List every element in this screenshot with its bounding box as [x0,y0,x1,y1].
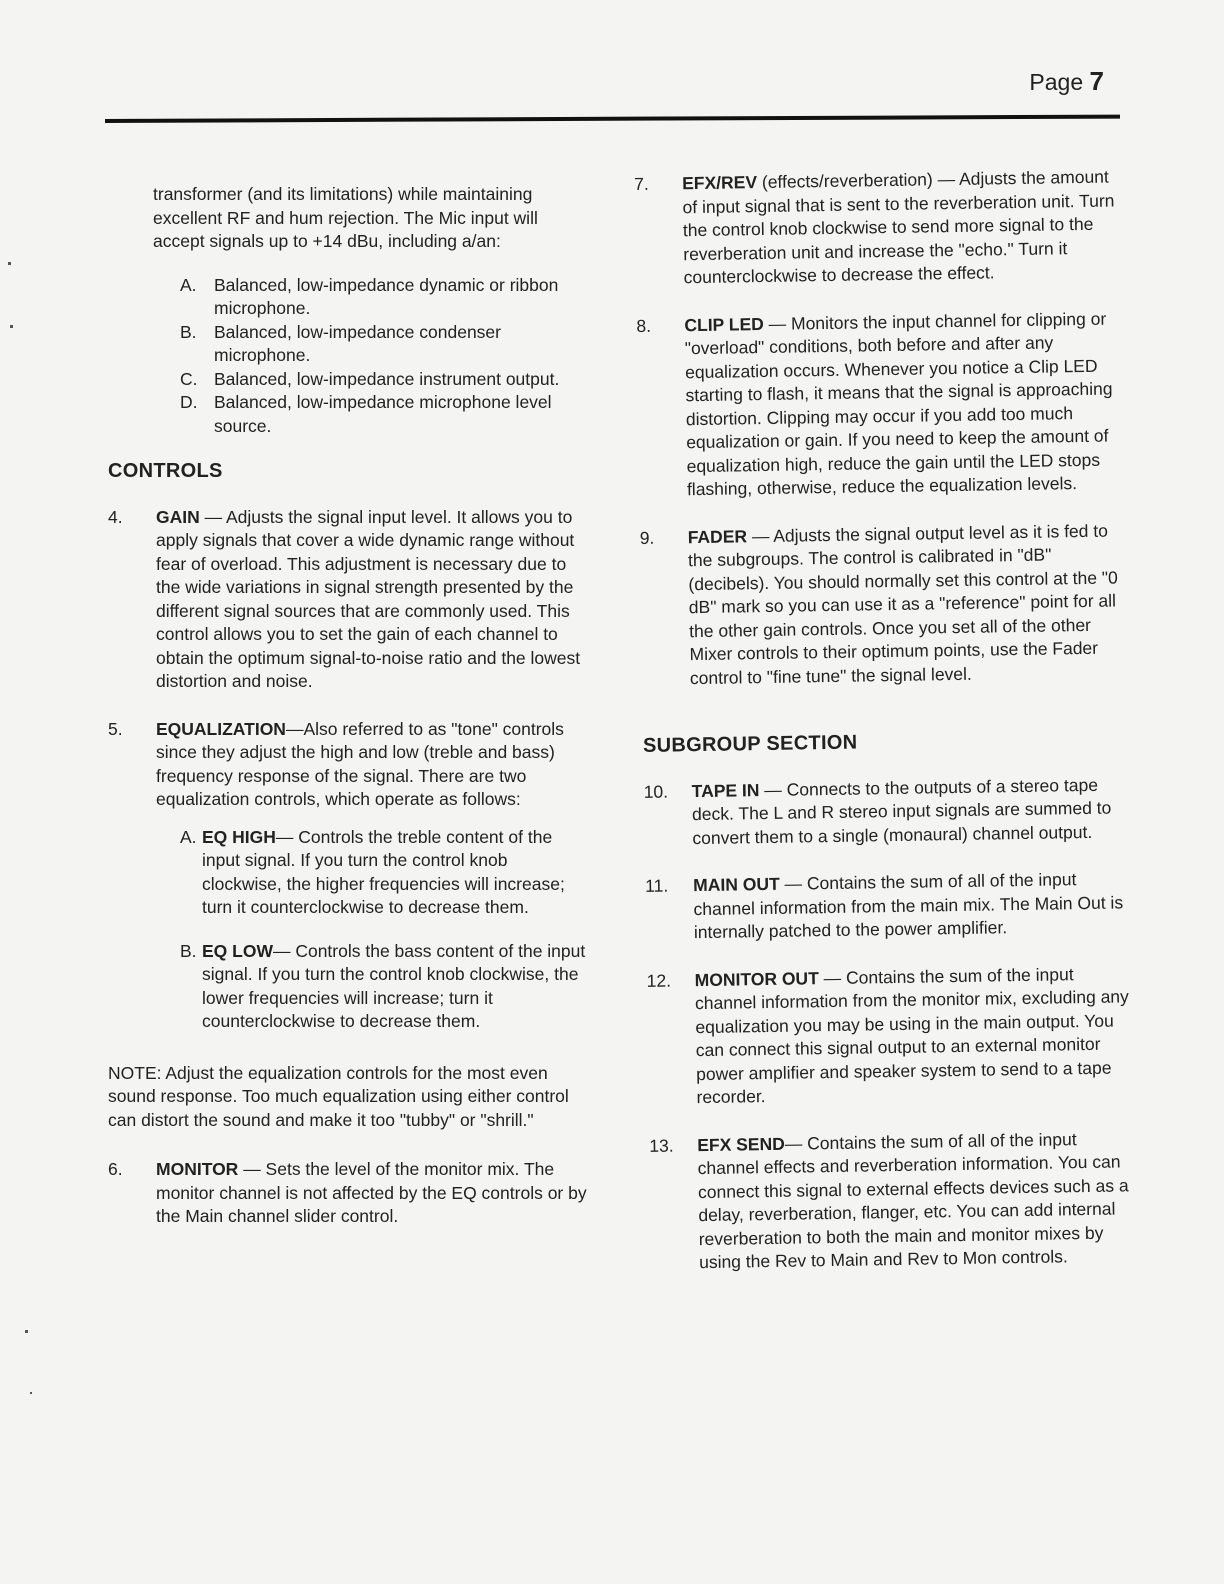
item-body [684,307,1129,502]
item-body [692,773,1135,850]
item-term: EQ HIGH [202,826,276,847]
item-term: MAIN OUT [693,873,780,896]
item-body [156,1158,592,1229]
scan-speck [10,325,13,328]
item-text: —Also referred to as "tone" controls since they adjust the high and low (treble and bass) frequency response of the signal. There are two equalization controls, which operate as follows: [156,718,564,809]
right-column [634,165,1142,1299]
item-body [697,1127,1141,1275]
item-body [693,867,1136,944]
list-letter: D. [180,392,198,412]
item-number: 12. [646,970,672,991]
item-text: — Sets the level of the monitor mix. The monitor channel is not affected by the EQ controls or by the Main channel slider control. [156,1159,587,1226]
page-number: 7 [1089,66,1104,96]
list-text [202,826,592,920]
item-term: EFX SEND [697,1133,785,1155]
page-label: Page [1029,69,1084,95]
input-source-list [180,274,592,439]
scan-speck [8,262,11,265]
controls-heading: CONTROLS [108,460,223,482]
item-main-out [645,867,1136,945]
eq-low-subitem [180,940,592,1034]
item-text: — Contains the sum of the input channel information from the monitor mix, excluding any equalization you may be using in the main output. You can connect this signal output to an external monitor power amplifier and speaker system to send to a tape recorder. [694,963,1129,1108]
item-number: 8. [636,315,652,336]
page-header [1029,66,1104,97]
item-body [688,519,1133,690]
note-paragraph: NOTE: Adjust the equalization controls for the most even sound response. Too much equalization using either control can distort the sound and make it too "tubby" or "shrill." [108,1062,569,1130]
item-number: 10. [643,781,669,802]
item-text: — Adjusts the signal output level as it is fed to the subgroups. The control is calibrated in "dB" (decibels). You should normally set this control at the "0 dB" mark so you can use it as a "reference" point for all the other gain controls. Once you set all of the other Mixer controls to their optimum points, use the Fader control to "fine tune" the signal level. [687,520,1118,688]
item-monitor-out [647,962,1139,1111]
item-term: CLIP LED [684,313,764,335]
item-term: MONITOR [156,1159,239,1179]
item-term: EQ LOW [202,940,273,961]
list-item [180,368,592,392]
item-efx-rev [634,165,1126,290]
item-text: (effects/reverberation) — Adjusts the amount of input signal that is sent to the reverberation unit. Turn the control knob clockwise to send more signal to the reverberation unit and increase the "echo." Turn it counterclockwise to decrease the effect. [682,166,1115,288]
item-number: 5. [108,718,123,739]
list-letter: A. [180,274,197,295]
item-number: 9. [639,527,655,548]
header-rule [105,115,1120,123]
item-term: GAIN [156,506,200,527]
list-text: Balanced, low-impedance dynamic or ribbon microphone. [214,274,559,318]
eq-high-subitem [180,826,592,920]
item-body [156,718,592,1054]
list-item [180,274,592,321]
item-efx-send [649,1127,1141,1276]
list-letter: B. [180,321,197,342]
item-body [695,962,1139,1110]
list-text: Balanced, low-impedance condenser microphone. [214,321,501,365]
item-term: FADER [687,525,748,547]
item-number: 11. [645,875,669,896]
item-text: — Controls the treble content of the input signal. If you turn the control knob clockwise, the higher frequencies will increase; turn it counterclockwise to decrease them. [202,826,565,917]
intro-paragraph: transformer (and its limitations) while maintaining excellent RF and hum rejection. The Mic input will accept signals up to +14 dBu, including a/an: [153,184,538,251]
item-tape-in [644,773,1135,851]
item-term: MONITOR OUT [694,967,819,990]
item-text: — Adjusts the signal input level. It allows you to apply signals that cover a wide dynamic range without fear of overload. This adjustment is necessary due to the wide variations in signal strength presented by the different signal sources that are commonly used. This control allows you to set the gain of each channel to obtain the optimum signal-to-noise ratio and the lowest distortion and noise. [156,506,581,691]
item-term: EFX/REV [682,172,758,194]
list-letter: B. [180,940,197,961]
item-body [156,506,592,694]
item-equalization [108,718,592,1054]
item-number: 13. [649,1134,674,1156]
item-body [682,165,1126,289]
item-fader [640,519,1133,691]
list-item [180,391,592,438]
item-term: TAPE IN [691,779,760,801]
item-number: 6. [108,1159,123,1179]
scan-speck [30,1392,32,1394]
item-text: — Connects to the outputs of a stereo tape deck. The L and R stereo input signals are summed to convert them to a single (monaural) channel output. [691,774,1112,848]
item-gain [108,506,592,694]
item-number: 7. [634,173,649,194]
item-text: — Monitors the input channel for clipping or "overload" conditions, both before and after any equalization occurs. Whenever you notice a Clip LED starting to flash, it means that the signal is approaching distortion. Clipping may occur if you add too much equalization or gain. If you need to keep the amount of equalization high, reduce the gain until the LED stops flashing, otherwise, reduce the equalization levels. [684,308,1113,500]
subgroup-heading: SUBGROUP SECTION [642,731,858,757]
scan-speck [25,1330,28,1333]
item-clip-led [636,307,1129,503]
list-item [180,321,592,368]
item-number: 4. [108,506,123,527]
left-column [108,183,592,1253]
list-text [202,940,592,1034]
list-letter: C. [180,368,198,389]
item-text: — Controls the bass content of the input signal. If you turn the control knob clockwise, the lower frequencies will increase; turn it counterclockwise to decrease them. [202,940,586,1031]
list-text: Balanced, low-impedance instrument output. [214,368,560,389]
item-text: — Contains the sum of all of the input channel effects and reverberation information. You can connect this signal to external effects devices such as a delay, reverberation, flanger, etc. You can add internal reverberation to both the main and monitor mixes by using the Rev to Main and Rev to Mon controls. [697,1128,1129,1273]
item-monitor [108,1158,592,1229]
item-text: — Contains the sum of all of the input channel information from the main mix. The Main Out is internally patched to the power amplifier. [693,869,1124,943]
list-letter: A. [180,826,197,847]
item-term: EQUALIZATION [156,718,286,739]
list-text: Balanced, low-impedance microphone level source. [214,392,552,436]
